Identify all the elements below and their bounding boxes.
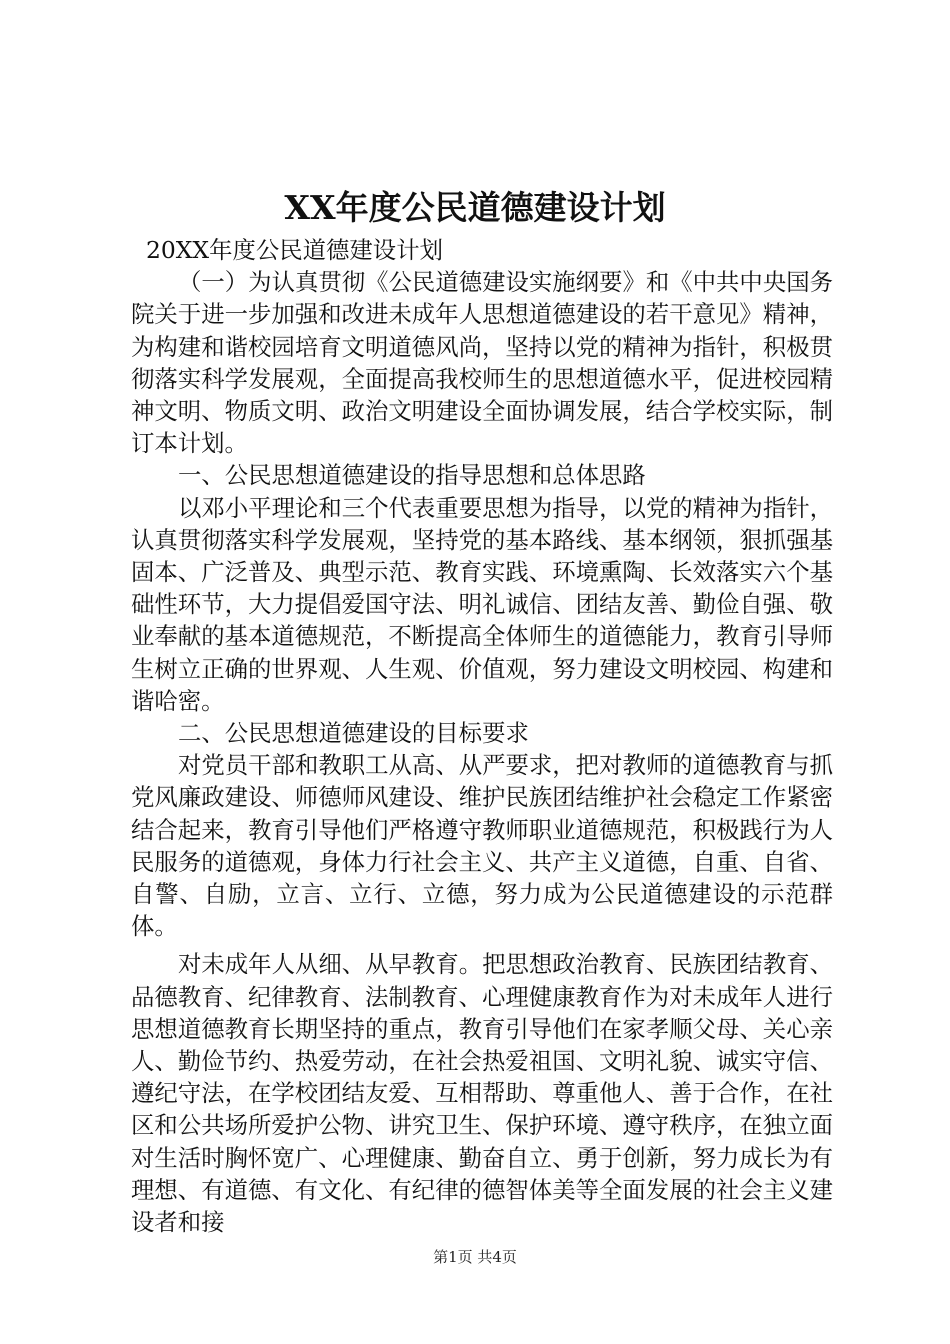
guiding-ideology-paragraph: 以邓小平理论和三个代表重要思想为指导，以党的精神为指针，认真贯彻落实科学发展观，坚持党的基本路线、基本纲领，狠抓强基固本、广泛普及、典型示范、教育实践、环境熏陶、长效落实六个基础性环节，大力提倡爱国守法、明礼诚信、团结友善、勤俭自强、敬业奉献的基本道德规范，不断提高全体师生的道德能力，教育引导师生树立正确的世界观、人生观、价值观，努力建设文明校园、构建和谐哈密。	[131, 493, 833, 715]
intro-paragraph: （一）为认真贯彻《公民道德建设实施纲要》和《中共中央国务院关于进一步加强和改进未成年人思想道德建设的若干意见》精神，为构建和谐校园培育文明道德风尚，坚持以党的精神为指针，积极贯彻落实科学发展观，全面提高我校师生的思想道德水平，促进校园精神文明、物质文明、政治文明建设全面协调发展，结合学校实际，制订本计划。	[131, 268, 833, 458]
section-heading-guiding-ideology: 一、公民思想道德建设的指导思想和总体思路	[178, 461, 646, 490]
document-body	[131, 234, 833, 1238]
page-number-footer: 第1页 共4页	[433, 1248, 517, 1266]
section-heading-goals: 二、公民思想道德建设的目标要求	[178, 719, 529, 748]
goals-minors-paragraph: 对未成年人从细、从早教育。把思想政治教育、民族团结教育、品德教育、纪律教育、法制教育、心理健康教育作为对未成年人进行思想道德教育长期坚持的重点，教育引导他们在家孝顺父母、关心亲人、勤俭节约、热爱劳动，在社会热爱祖国、文明礼貌、诚实守信、遵纪守法，在学校团结友爱、互相帮助、尊重他人、善于合作，在社区和公共场所爱护公物、讲究卫生、保护环境、遵守秩序，在独立面对生活时胸怀宽广、心理健康、勤奋自立、勇于创新，努力成长为有理想、有道德、有文化、有纪律的德智体美等全面发展的社会主义建设者和接	[131, 950, 833, 1237]
goals-staff-paragraph: 对党员干部和教职工从高、从严要求，把对教师的道德教育与抓党风廉政建设、师德师风建设、维护民族团结维护社会稳定工作紧密结合起来，教育引导他们严格遵守教师职业道德规范，积极践行为人民服务的道德观，身体力行社会主义、共产主义道德，自重、自省、自警、自励，立言、立行、立德，努力成为公民道德建设的示范群体。	[131, 751, 833, 941]
document-subtitle: 20XX年度公民道德建设计划	[146, 236, 443, 264]
document-title: XX年度公民道德建设计划	[284, 188, 666, 227]
